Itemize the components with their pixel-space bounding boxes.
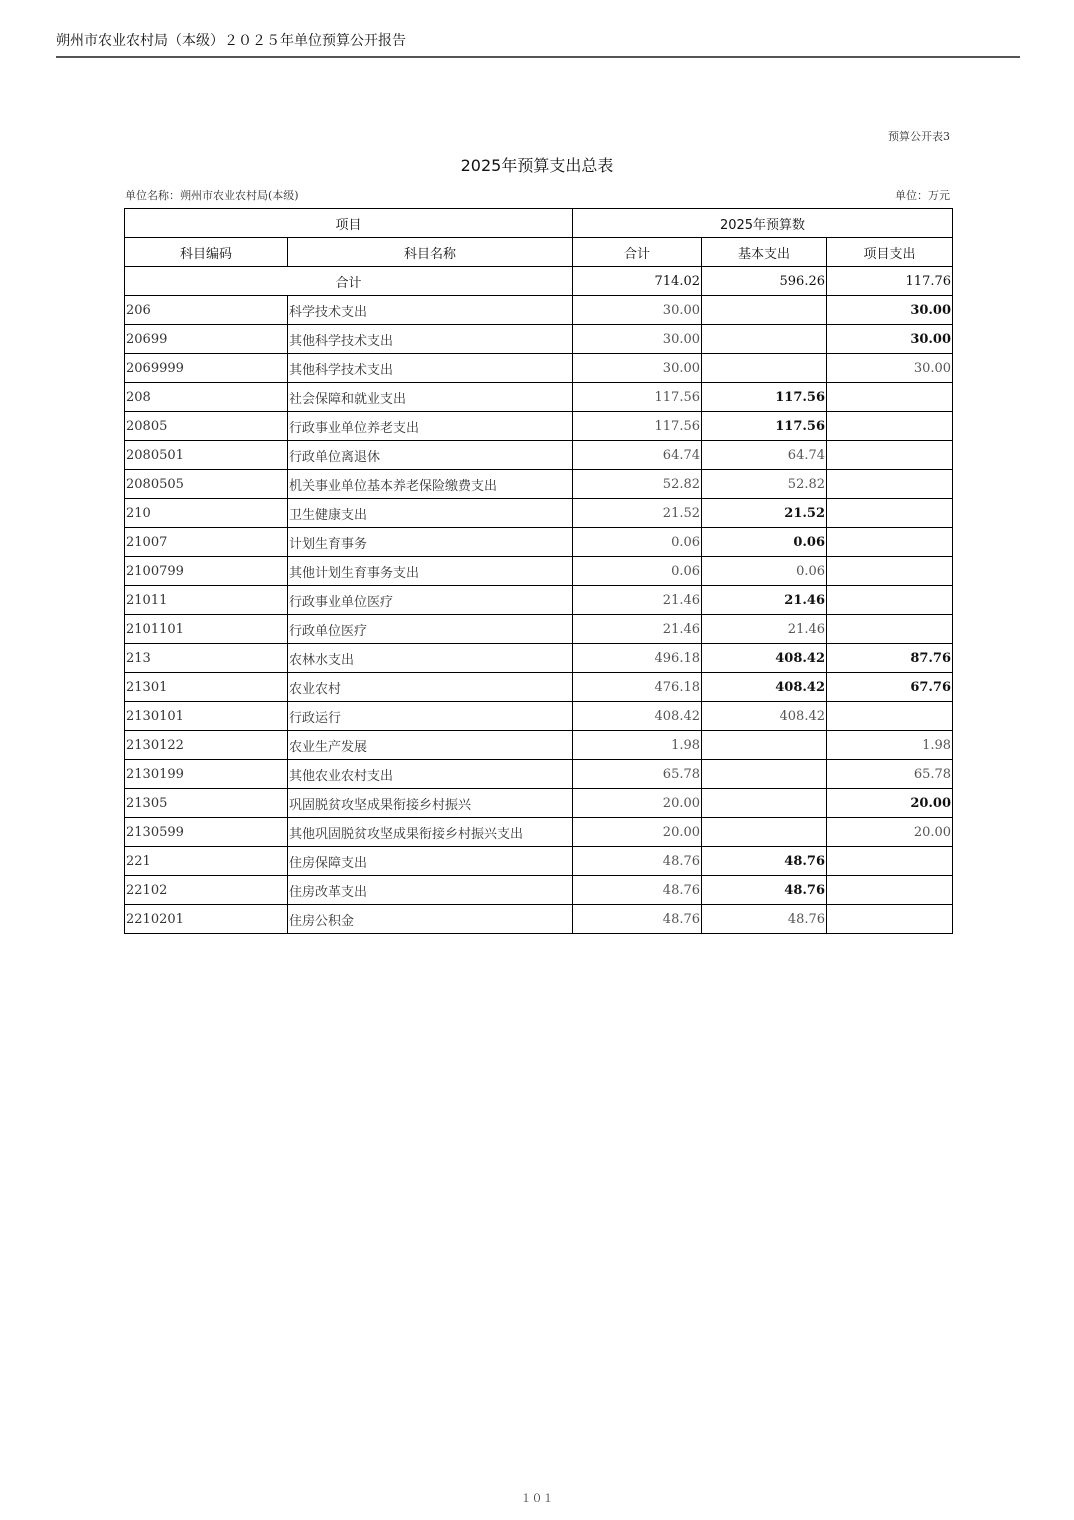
table-row <box>125 644 953 673</box>
row-code: 2210201 <box>125 905 288 934</box>
row-project: 30.00 <box>827 296 953 325</box>
row-total: 48.76 <box>573 847 702 876</box>
table-row <box>125 847 953 876</box>
table-row <box>125 731 953 760</box>
table-row <box>125 818 953 847</box>
row-project <box>827 528 953 557</box>
row-basic: 21.46 <box>702 586 827 615</box>
header-row-2 <box>125 238 953 267</box>
row-total: 0.06 <box>573 528 702 557</box>
meta-row <box>125 187 950 203</box>
row-basic <box>702 731 827 760</box>
row-name: 其他计划生育事务支出 <box>288 557 573 586</box>
table-row <box>125 499 953 528</box>
row-code: 2100799 <box>125 557 288 586</box>
row-code: 20805 <box>125 412 288 441</box>
row-project <box>827 383 953 412</box>
table-row <box>125 325 953 354</box>
row-project: 30.00 <box>827 354 953 383</box>
row-basic: 408.42 <box>702 644 827 673</box>
row-total: 408.42 <box>573 702 702 731</box>
row-name: 农林水支出 <box>288 644 573 673</box>
row-name: 住房改革支出 <box>288 876 573 905</box>
row-project <box>827 557 953 586</box>
row-project <box>827 876 953 905</box>
row-name: 其他巩固脱贫攻坚成果衔接乡村振兴支出 <box>288 818 573 847</box>
row-basic: 408.42 <box>702 673 827 702</box>
row-name: 其他农业农村支出 <box>288 760 573 789</box>
row-name: 行政运行 <box>288 702 573 731</box>
row-basic: 48.76 <box>702 847 827 876</box>
row-total: 0.06 <box>573 557 702 586</box>
table-row <box>125 702 953 731</box>
row-project <box>827 586 953 615</box>
row-name: 行政单位离退休 <box>288 441 573 470</box>
row-total: 65.78 <box>573 760 702 789</box>
row-total: 30.00 <box>573 296 702 325</box>
row-name: 农业生产发展 <box>288 731 573 760</box>
row-total: 52.82 <box>573 470 702 499</box>
row-total: 21.46 <box>573 586 702 615</box>
row-name: 住房公积金 <box>288 905 573 934</box>
row-code: 21305 <box>125 789 288 818</box>
row-basic: 0.06 <box>702 528 827 557</box>
budget-expenditure-table <box>124 208 953 934</box>
row-name: 计划生育事务 <box>288 528 573 557</box>
row-project <box>827 615 953 644</box>
table-row <box>125 383 953 412</box>
row-project <box>827 905 953 934</box>
page-number: １０１ <box>520 1492 554 1505</box>
row-code: 2130199 <box>125 760 288 789</box>
row-basic: 52.82 <box>702 470 827 499</box>
header-total: 合计 <box>573 238 702 267</box>
total-label: 合计 <box>125 267 573 296</box>
row-total: 30.00 <box>573 354 702 383</box>
row-total: 1.98 <box>573 731 702 760</box>
row-project <box>827 441 953 470</box>
table-row <box>125 412 953 441</box>
row-basic: 408.42 <box>702 702 827 731</box>
row-basic: 0.06 <box>702 557 827 586</box>
header-project: 项目支出 <box>827 238 953 267</box>
row-name: 住房保障支出 <box>288 847 573 876</box>
header-budget-group: 2025年预算数 <box>573 209 953 238</box>
row-name: 科学技术支出 <box>288 296 573 325</box>
row-project: 20.00 <box>827 818 953 847</box>
table-row <box>125 296 953 325</box>
row-basic: 117.56 <box>702 383 827 412</box>
row-code: 208 <box>125 383 288 412</box>
row-basic: 48.76 <box>702 876 827 905</box>
row-basic: 117.56 <box>702 412 827 441</box>
row-code: 210 <box>125 499 288 528</box>
table-body <box>125 267 953 934</box>
row-name: 行政事业单位医疗 <box>288 586 573 615</box>
row-total: 117.56 <box>573 412 702 441</box>
row-project <box>827 702 953 731</box>
table-title: 2025年预算支出总表 <box>460 156 614 175</box>
row-total: 21.46 <box>573 615 702 644</box>
row-code: 221 <box>125 847 288 876</box>
row-code: 213 <box>125 644 288 673</box>
unit-label: 单位：万元 <box>895 189 950 202</box>
row-project: 67.76 <box>827 673 953 702</box>
table-row <box>125 876 953 905</box>
row-basic <box>702 325 827 354</box>
row-code: 21301 <box>125 673 288 702</box>
table-row <box>125 615 953 644</box>
header-name: 科目名称 <box>288 238 573 267</box>
table-row <box>125 354 953 383</box>
table-row <box>125 586 953 615</box>
row-name: 行政单位医疗 <box>288 615 573 644</box>
row-project: 87.76 <box>827 644 953 673</box>
table-row <box>125 528 953 557</box>
table-row <box>125 789 953 818</box>
row-basic <box>702 760 827 789</box>
row-name: 行政事业单位养老支出 <box>288 412 573 441</box>
total-basic: 596.26 <box>702 267 827 296</box>
row-project: 20.00 <box>827 789 953 818</box>
row-basic <box>702 296 827 325</box>
row-name: 农业农村 <box>288 673 573 702</box>
row-basic: 64.74 <box>702 441 827 470</box>
table-row <box>125 470 953 499</box>
header-item: 项目 <box>125 209 573 238</box>
row-code: 2101101 <box>125 615 288 644</box>
row-total: 476.18 <box>573 673 702 702</box>
row-name: 其他科学技术支出 <box>288 354 573 383</box>
row-name: 机关事业单位基本养老保险缴费支出 <box>288 470 573 499</box>
row-total: 496.18 <box>573 644 702 673</box>
row-total: 64.74 <box>573 441 702 470</box>
table-row <box>125 905 953 934</box>
row-code: 2130101 <box>125 702 288 731</box>
row-code: 2080505 <box>125 470 288 499</box>
row-name: 其他科学技术支出 <box>288 325 573 354</box>
row-name: 巩固脱贫攻坚成果衔接乡村振兴 <box>288 789 573 818</box>
table-code: 预算公开表3 <box>888 130 950 143</box>
table-row <box>125 673 953 702</box>
row-project: 30.00 <box>827 325 953 354</box>
row-code: 21007 <box>125 528 288 557</box>
row-name: 社会保障和就业支出 <box>288 383 573 412</box>
header-code: 科目编码 <box>125 238 288 267</box>
total-project: 117.76 <box>827 267 953 296</box>
row-project <box>827 499 953 528</box>
row-code: 2130599 <box>125 818 288 847</box>
row-code: 20699 <box>125 325 288 354</box>
row-code: 2069999 <box>125 354 288 383</box>
total-total: 714.02 <box>573 267 702 296</box>
header-row-1 <box>125 209 953 238</box>
row-code: 206 <box>125 296 288 325</box>
row-code: 2080501 <box>125 441 288 470</box>
row-project <box>827 847 953 876</box>
row-total: 48.76 <box>573 905 702 934</box>
row-total: 20.00 <box>573 818 702 847</box>
table-row <box>125 557 953 586</box>
row-code: 22102 <box>125 876 288 905</box>
page-header: 朔州市农业农村局（本级）２０２５年单位预算公开报告 <box>56 30 1020 58</box>
unit-name: 单位名称：朔州市农业农村局(本级) <box>125 189 299 202</box>
row-basic <box>702 789 827 818</box>
row-total: 21.52 <box>573 499 702 528</box>
row-total: 30.00 <box>573 325 702 354</box>
row-project <box>827 412 953 441</box>
total-row <box>125 267 953 296</box>
row-project: 1.98 <box>827 731 953 760</box>
row-code: 21011 <box>125 586 288 615</box>
row-total: 20.00 <box>573 789 702 818</box>
row-total: 117.56 <box>573 383 702 412</box>
row-project: 65.78 <box>827 760 953 789</box>
table-row <box>125 441 953 470</box>
row-project <box>827 470 953 499</box>
row-basic: 21.52 <box>702 499 827 528</box>
header-basic: 基本支出 <box>702 238 827 267</box>
row-basic <box>702 818 827 847</box>
row-code: 2130122 <box>125 731 288 760</box>
row-basic: 48.76 <box>702 905 827 934</box>
row-basic: 21.46 <box>702 615 827 644</box>
row-total: 48.76 <box>573 876 702 905</box>
table-row <box>125 760 953 789</box>
row-basic <box>702 354 827 383</box>
row-name: 卫生健康支出 <box>288 499 573 528</box>
